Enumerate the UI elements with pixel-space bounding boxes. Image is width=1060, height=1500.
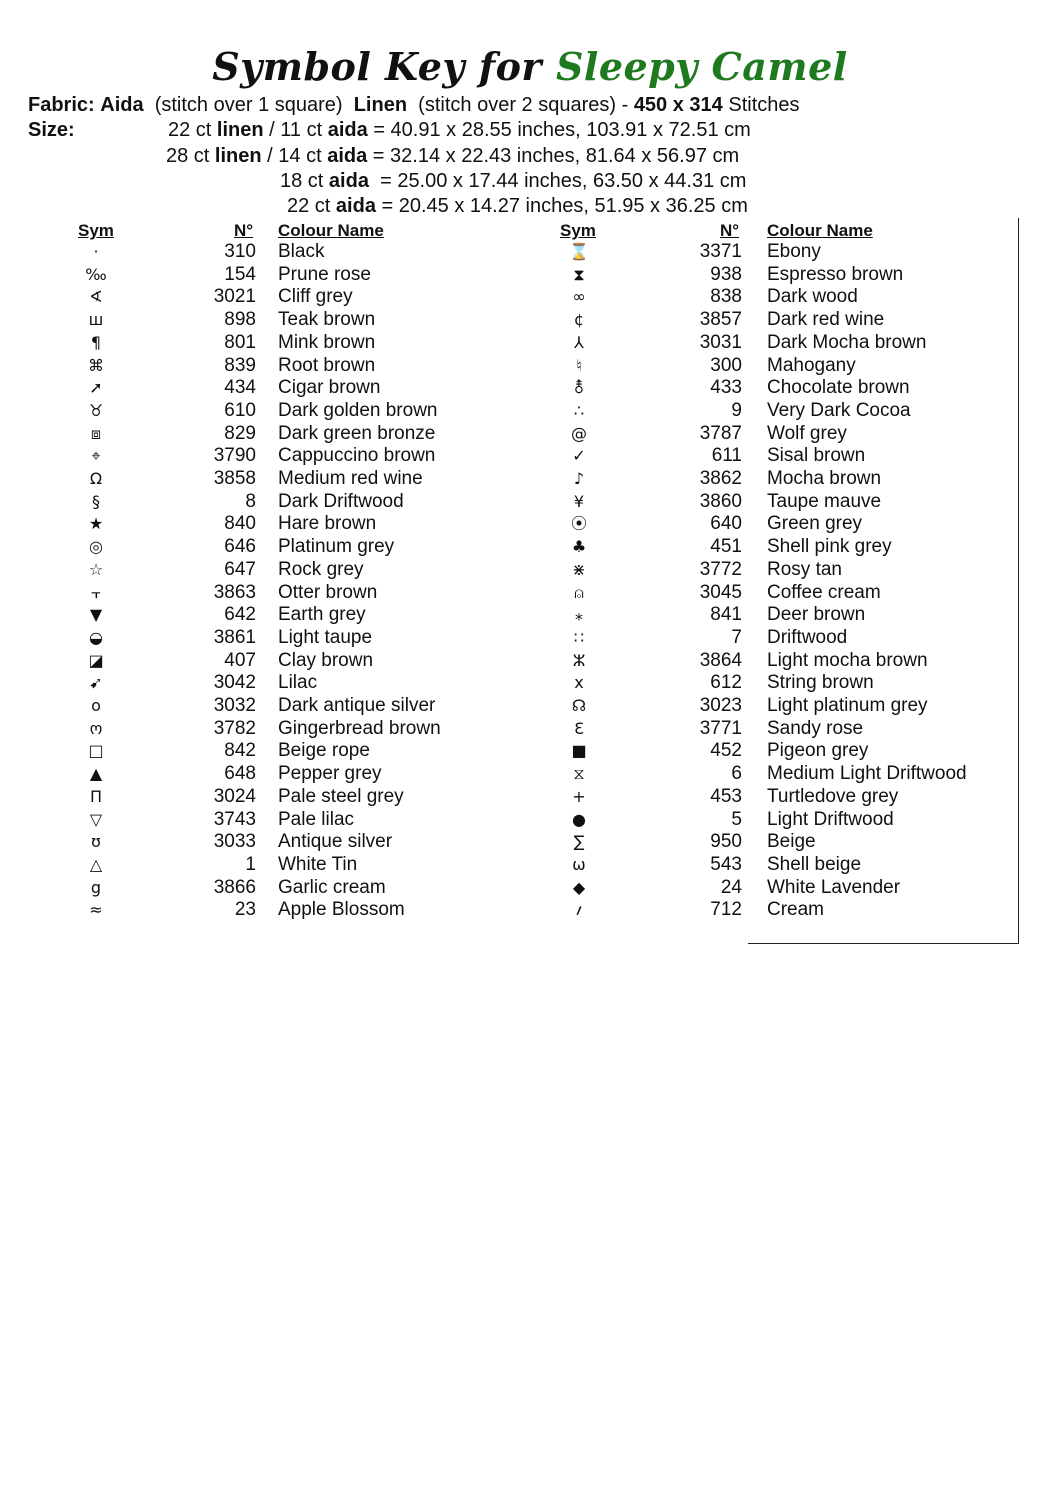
thread-number: 838 (710, 286, 742, 308)
colour-name: Turtledove grey (767, 785, 899, 807)
stitch-symbol: ⌛ (569, 242, 589, 261)
stitch-symbol: ʊ (91, 832, 101, 852)
colour-name: Light Driftwood (767, 808, 894, 830)
stitch-symbol: □ (88, 741, 104, 761)
header-num-left: N° (234, 221, 254, 240)
colour-name: Driftwood (767, 626, 848, 648)
colour-name: Ebony (767, 241, 821, 262)
colour-name: Shell pink grey (767, 536, 892, 558)
colour-name: Cliff grey (278, 286, 353, 308)
stitch-symbol: ⧈ (90, 423, 102, 443)
size-ct: 22 ct (168, 119, 212, 141)
thread-number: 6 (731, 763, 742, 785)
colour-name: Sisal brown (767, 445, 866, 467)
colour-name: Wolf grey (767, 422, 847, 444)
thread-number: 642 (224, 604, 256, 626)
colour-name: Earth grey (278, 604, 366, 626)
thread-number: 3858 (213, 468, 256, 489)
stitch-symbol: ⧗ (573, 264, 585, 284)
stitch-symbol: ⁎ (575, 605, 583, 625)
colour-name: Rock grey (278, 558, 364, 580)
colour-name: Dark antique silver (278, 695, 436, 716)
stitch-symbol: ■ (571, 741, 587, 761)
header-name-right: Colour Name (767, 221, 873, 240)
size-ct: 18 ct (280, 170, 324, 192)
thread-number: 3743 (213, 808, 256, 830)
stitch-symbol: ♪ (573, 469, 585, 488)
thread-number: 647 (224, 558, 256, 580)
size-ct: 22 ct (287, 195, 331, 217)
colour-name: Very Dark Cocoa (767, 399, 911, 421)
colour-name: Dark golden brown (278, 399, 438, 421)
thread-number: 433 (710, 377, 742, 399)
size-sep: / 11 ct (269, 119, 323, 141)
stitch-symbol: ⦿ (570, 514, 587, 534)
stitch-symbol: ♉ (88, 400, 104, 420)
thread-number: 3033 (213, 831, 256, 853)
colour-name: Pale steel grey (278, 785, 404, 807)
thread-number: 543 (710, 853, 742, 875)
thread-number: 1 (245, 853, 256, 875)
size-fabric: aida (328, 170, 369, 192)
size-fabric: aida (335, 195, 376, 217)
size-fabric: linen (214, 145, 262, 167)
stitch-symbol: △ (89, 854, 103, 874)
header-name-left: Colour Name (278, 221, 384, 240)
size-label: Size: (28, 119, 75, 141)
stitch-symbol: ◆ (572, 877, 586, 897)
page-title (0, 44, 1060, 89)
stitch-symbol: Π (89, 786, 103, 806)
size-fabric: aida (327, 119, 368, 141)
thread-number: 3032 (213, 695, 256, 716)
table-border-bottom (748, 943, 1019, 944)
thread-number: 407 (224, 649, 256, 671)
stitch-symbol: ⅄ (574, 332, 584, 352)
thread-number: 300 (710, 354, 742, 376)
colour-name: Light mocha brown (767, 649, 928, 671)
thread-number: 451 (710, 536, 742, 558)
stitch-symbol: ⚨ (572, 378, 586, 398)
colour-name: Deer brown (767, 604, 866, 626)
stitch-symbol: + (572, 786, 586, 806)
stitch-symbol: @ (571, 423, 587, 443)
colour-name: Clay brown (278, 649, 374, 671)
fabric-line (28, 94, 800, 117)
thread-number: 3042 (213, 672, 256, 694)
thread-number: 840 (224, 513, 256, 535)
colour-name: String brown (767, 672, 874, 694)
colour-name: Light taupe (278, 626, 373, 648)
thread-number: 3860 (699, 490, 742, 512)
stitch-symbol: ؍ (574, 900, 584, 920)
thread-number: 7 (731, 626, 742, 648)
colour-name: Black (278, 241, 325, 262)
stitch-symbol: · (93, 242, 99, 261)
colour-name: Otter brown (278, 581, 378, 603)
size-ct: 28 ct (166, 145, 210, 167)
thread-number: 842 (224, 740, 256, 762)
colour-name: Espresso brown (767, 263, 904, 285)
thread-number: 310 (224, 241, 256, 262)
colour-name: Teak brown (278, 309, 376, 331)
stitch-symbol: ¥ (573, 491, 585, 511)
stitch-symbol: ➹ (89, 673, 103, 693)
stitch-symbol: ⵣ (572, 650, 586, 670)
stitch-symbol: ◎ (89, 537, 103, 557)
stitch-symbol: § (92, 491, 100, 511)
thread-number: 829 (224, 422, 256, 444)
thread-number: 9 (731, 399, 742, 421)
stitch-symbol: ♣ (571, 537, 587, 557)
size-dims: = 25.00 x 17.44 inches, 63.50 x 44.31 cm (380, 170, 747, 192)
size-line-2 (166, 145, 739, 168)
colour-name: White Tin (278, 853, 358, 875)
stitch-symbol: x (574, 673, 584, 693)
colour-name: Medium red wine (278, 468, 423, 489)
fabric-aida-note: (stitch over 1 square) (154, 94, 343, 116)
colour-name: Coffee cream (767, 581, 881, 603)
thread-number: 3866 (213, 876, 256, 898)
thread-number: 3371 (699, 241, 742, 262)
stitch-symbol: ⫟ (91, 582, 101, 602)
thread-number: 3023 (699, 695, 742, 716)
stitch-symbol: ⍝ (574, 582, 584, 602)
colour-name: Mink brown (278, 331, 376, 353)
stitch-symbol: ⧖ (573, 764, 585, 784)
stitch-symbol: ‰ (85, 264, 107, 284)
thread-number: 611 (711, 445, 742, 467)
colour-name: Dark Mocha brown (767, 331, 927, 353)
thread-number: 3024 (213, 785, 256, 807)
stitch-symbol: ⌖ (91, 446, 101, 466)
colour-name: Prune rose (278, 263, 371, 285)
colour-name: Dark wood (767, 286, 858, 308)
fabric-aida: Aida (100, 94, 144, 116)
header-num-right: N° (720, 221, 740, 240)
stitch-symbol: o (91, 696, 101, 715)
fabric-label: Fabric: (28, 94, 95, 116)
colour-name: Dark Driftwood (278, 490, 404, 512)
stitch-symbol: Ɛ (574, 718, 584, 738)
size-dims: = 40.91 x 28.55 inches, 103.91 x 72.51 cm (373, 119, 751, 141)
colour-name: Garlic cream (278, 876, 386, 898)
size-line-3 (280, 170, 746, 193)
stitch-symbol: ♮ (576, 355, 582, 375)
stitch-symbol: ◒ (89, 627, 103, 647)
colour-name: Cappuccino brown (278, 445, 436, 467)
colour-name: Pepper grey (278, 763, 382, 785)
colour-name: Hare brown (278, 513, 377, 535)
colour-name: Sandy rose (767, 717, 864, 739)
size-fabric: linen (216, 119, 264, 141)
stitch-symbol: g (90, 877, 102, 897)
thread-number: 3031 (699, 331, 742, 353)
colour-name: Apple Blossom (278, 899, 405, 921)
stitch-symbol: ∢ (89, 287, 103, 307)
stitch-symbol: ◪ (88, 650, 104, 670)
colour-name: Taupe mauve (767, 490, 882, 512)
colour-name: Chocolate brown (767, 377, 910, 399)
colour-name: Gingerbread brown (278, 717, 441, 739)
size-line-1 (168, 119, 751, 142)
colour-name: Pigeon grey (767, 740, 869, 762)
thread-number: 3857 (699, 309, 742, 331)
thread-number: 648 (224, 763, 256, 785)
colour-name: Pale lilac (278, 808, 355, 830)
stitch-symbol: ➚ (89, 378, 103, 398)
colour-name: Beige rope (278, 740, 370, 762)
thread-number: 3787 (699, 422, 742, 444)
stitch-symbol: ≈ (89, 900, 103, 920)
thread-number: 646 (224, 536, 256, 558)
size-dims: = 20.45 x 14.27 inches, 51.95 x 36.25 cm (381, 195, 748, 217)
size-fabric: aida (327, 145, 368, 167)
title-prefix: Symbol Key for (212, 44, 542, 89)
colour-name: Cream (767, 899, 825, 921)
colour-name: Green grey (767, 513, 863, 535)
thread-number: 841 (710, 604, 742, 626)
thread-number: 839 (224, 354, 256, 376)
fabric-linen-note: (stitch over 2 squares) - (418, 94, 629, 116)
thread-number: 23 (234, 899, 256, 921)
thread-number: 3021 (213, 286, 256, 308)
colour-name: Antique silver (278, 831, 393, 853)
size-line-4 (287, 195, 748, 218)
thread-number: 452 (710, 740, 742, 762)
colour-name: Root brown (278, 354, 376, 376)
thread-number: 453 (710, 785, 742, 807)
pattern-name: Sleepy Camel (555, 44, 848, 89)
stitch-symbol: ∷ (573, 627, 585, 647)
header-sym-right: Sym (560, 221, 596, 240)
thread-number: 801 (224, 331, 256, 353)
thread-number: 3863 (213, 581, 256, 603)
thread-number: 3771 (699, 717, 742, 739)
thread-number: 5 (731, 808, 742, 830)
thread-number: 3864 (699, 649, 742, 671)
thread-number: 8 (245, 490, 256, 512)
stitch-suffix: Stitches (728, 94, 800, 116)
thread-number: 950 (710, 831, 742, 853)
table-border-right (1018, 218, 1019, 944)
stitch-symbol: ✓ (572, 446, 586, 466)
stitch-symbol: ∴ (573, 400, 585, 420)
stitch-symbol: ☆ (88, 559, 104, 579)
stitch-symbol: Ω (89, 469, 103, 488)
thread-number: 938 (710, 263, 742, 285)
header-sym-left: Sym (78, 221, 114, 240)
colour-name: Rosy tan (767, 558, 842, 580)
thread-number: 612 (710, 672, 742, 694)
stitch-symbol: ★ (88, 514, 104, 534)
thread-number: 3772 (699, 558, 742, 580)
stitch-symbol: ¶ (90, 332, 102, 352)
colour-name: Cigar brown (278, 377, 381, 399)
thread-number: 3790 (213, 445, 256, 467)
colour-name: Dark green bronze (278, 422, 436, 444)
stitch-count: 450 x 314 (633, 94, 723, 116)
colour-name: Dark red wine (767, 309, 885, 331)
size-sep: / 14 ct (267, 145, 322, 167)
stitch-symbol: ო (89, 718, 103, 738)
colour-name: Mocha brown (767, 468, 882, 489)
stitch-symbol: ▼ (89, 605, 103, 625)
colour-name: White Lavender (767, 876, 901, 898)
stitch-symbol: ω (572, 854, 586, 874)
stitch-symbol: ∑ (573, 832, 585, 852)
stitch-symbol: ⌘ (88, 355, 104, 375)
stitch-symbol: ▽ (89, 809, 103, 829)
stitch-symbol: ∞ (572, 287, 586, 307)
colour-name: Beige (767, 831, 816, 853)
thread-number: 3861 (213, 626, 256, 648)
thread-number: 898 (224, 309, 256, 331)
colour-name: Light platinum grey (767, 695, 928, 716)
stitch-symbol: ⋇ (572, 559, 586, 579)
thread-number: 3782 (213, 717, 256, 739)
thread-number: 3045 (699, 581, 742, 603)
thread-number: 434 (224, 377, 256, 399)
thread-number: 610 (224, 399, 256, 421)
fabric-linen: Linen (353, 94, 408, 116)
stitch-symbol: ¢ (573, 310, 585, 330)
thread-number: 24 (720, 876, 742, 898)
stitch-symbol: ▲ (89, 764, 103, 784)
colour-name: Lilac (278, 672, 318, 694)
stitch-symbol: ● (572, 809, 586, 829)
stitch-symbol: ☊ (571, 696, 587, 715)
colour-name: Medium Light Driftwood (767, 763, 967, 785)
thread-number: 712 (710, 899, 742, 921)
size-dims: = 32.14 x 22.43 inches, 81.64 x 56.97 cm (372, 145, 740, 167)
colour-name: Platinum grey (278, 536, 395, 558)
thread-number: 154 (224, 263, 256, 285)
thread-number: 640 (710, 513, 742, 535)
colour-name: Shell beige (767, 853, 862, 875)
thread-number: 3862 (699, 468, 742, 489)
colour-name: Mahogany (767, 354, 856, 376)
stitch-symbol: ш (88, 310, 104, 330)
